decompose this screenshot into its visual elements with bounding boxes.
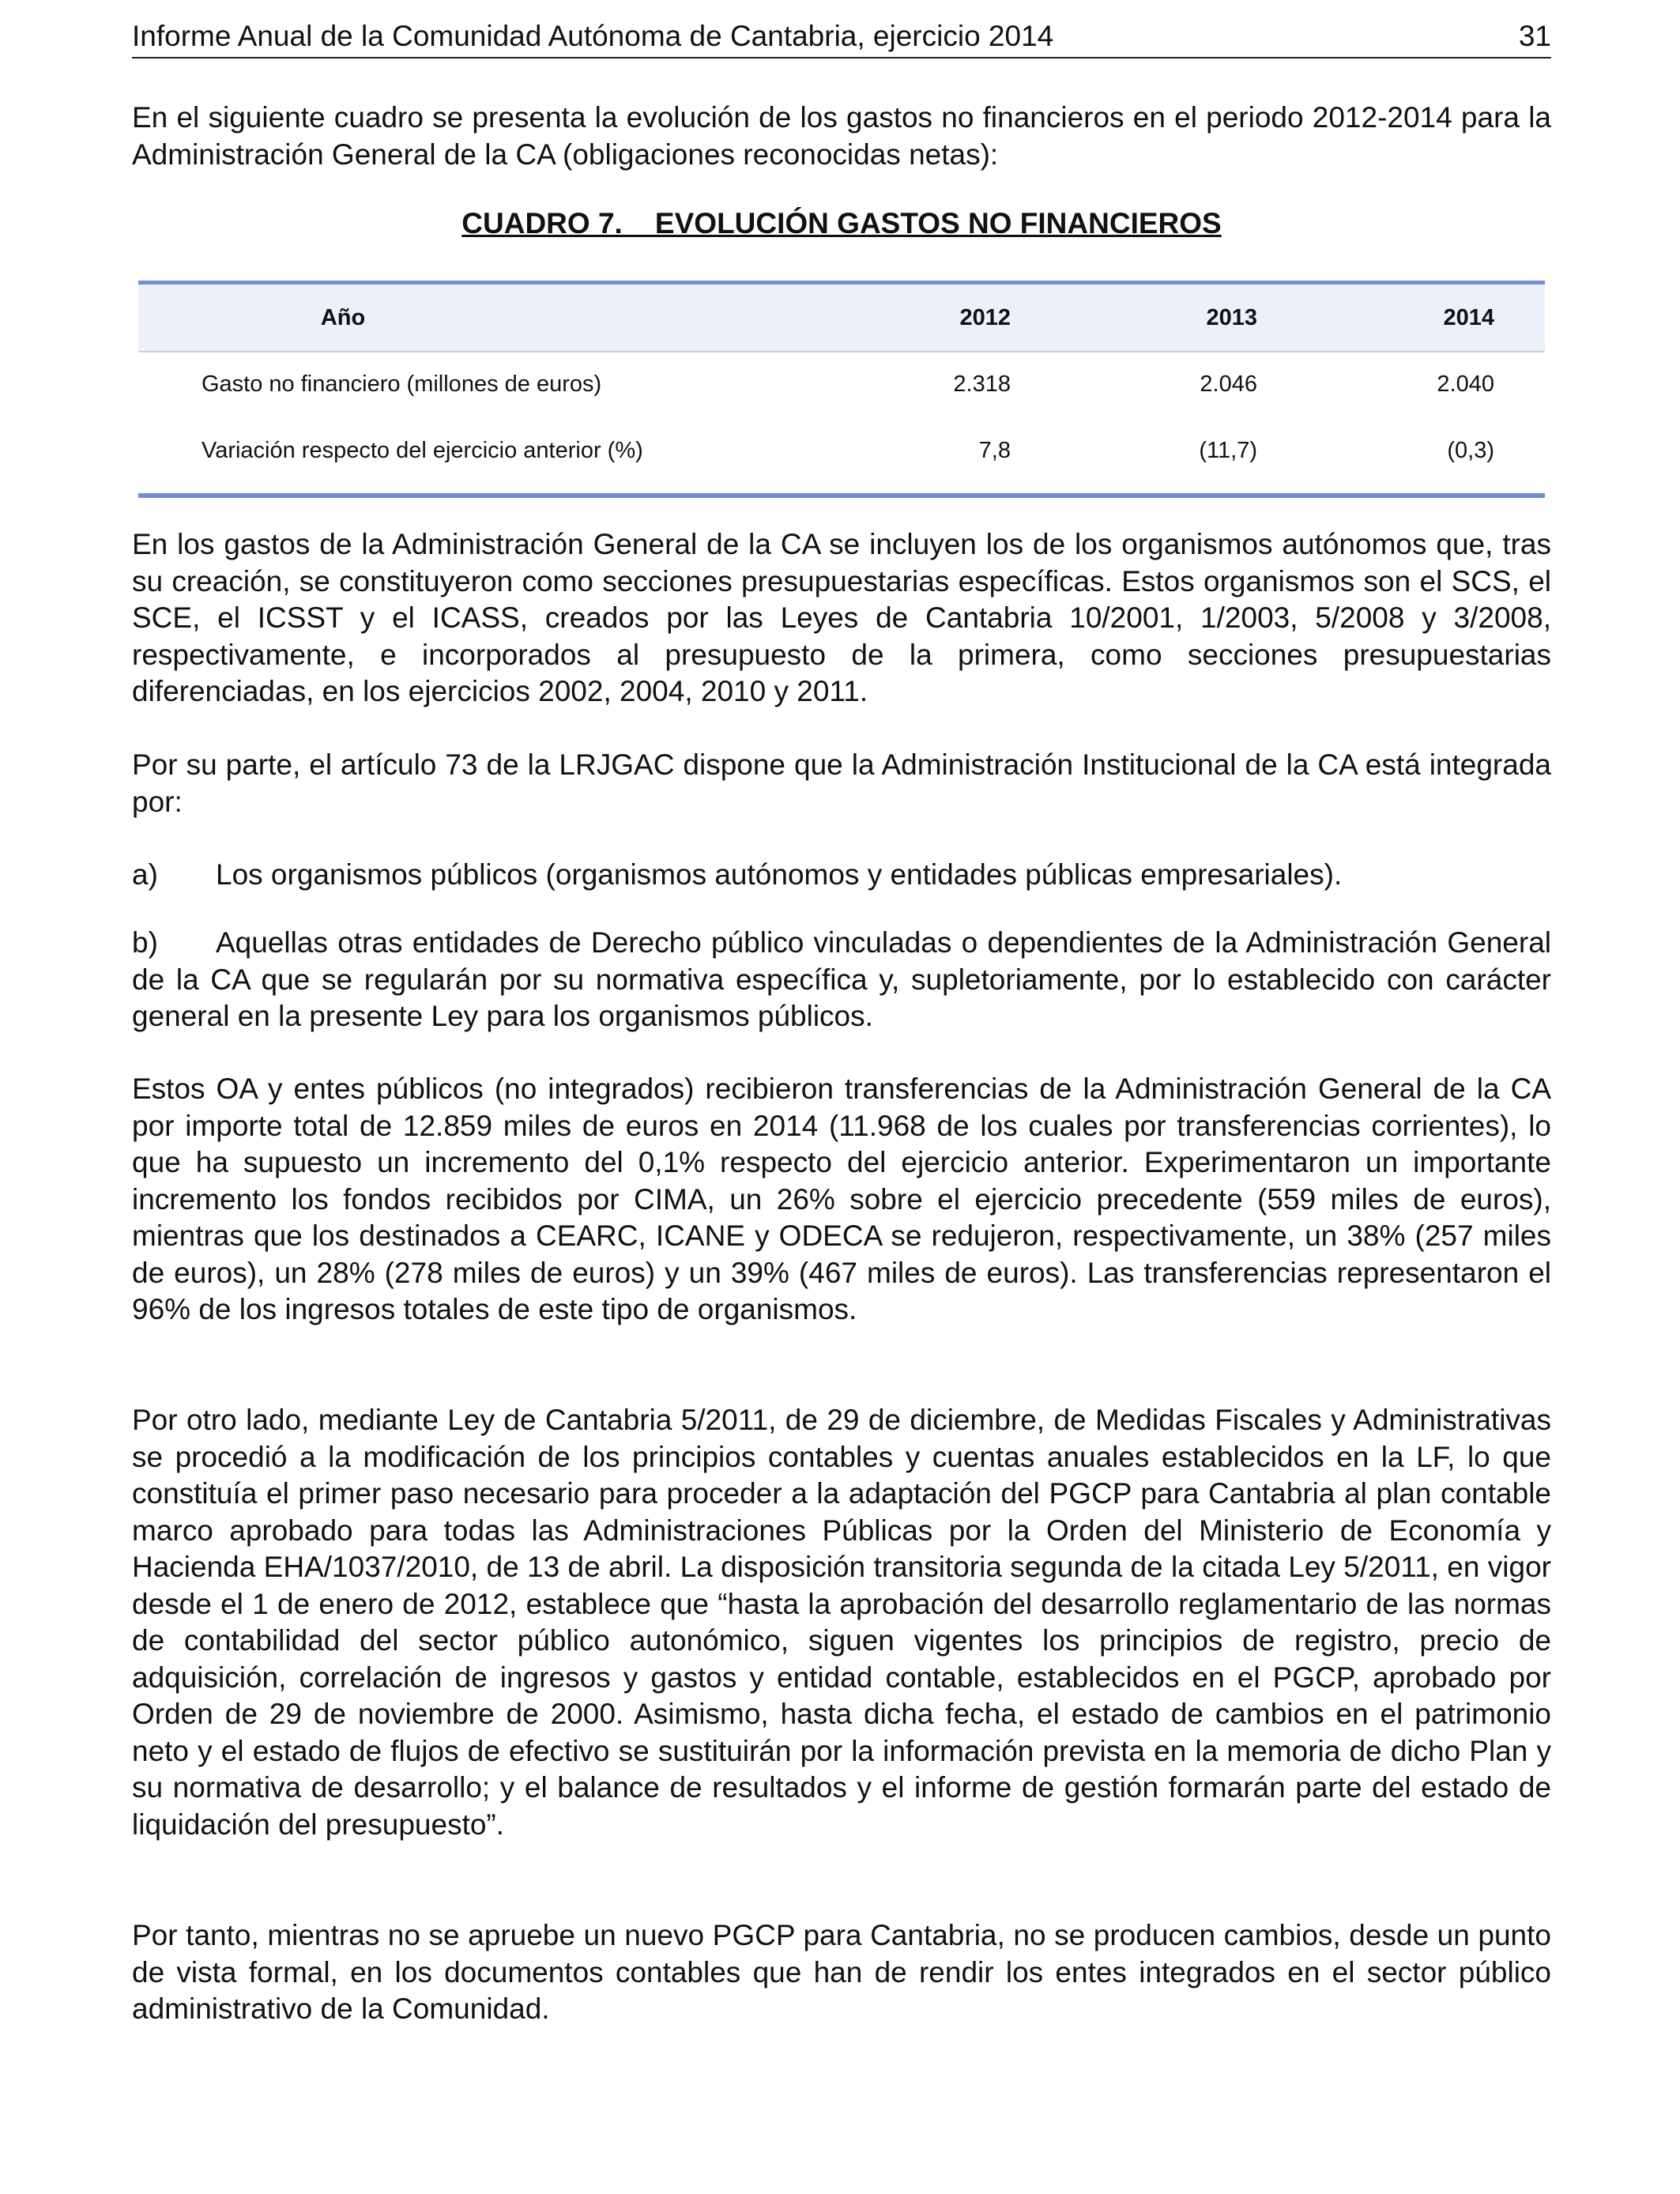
intro-paragraph: En el siguiente cuadro se presenta la evolución de los gastos no financieros en el periodo 2012-2014 para la Administración General de la CA (obligaciones reconocidas netas):: [132, 101, 1551, 171]
running-header: [132, 16, 1551, 58]
paragraph-transferencias: Estos OA y entes públicos (no integrados) recibieron transferencias de la Administración General de la CA por importe total de 12.859 miles de euros en 2014 (11.968 de los cuales por transferencias corrientes), lo que ha supuesto un incremento del 0,1% respecto del ejercicio anterior. Experimentaron un importante incremento los fondos recibidos por CIMA, un 26% sobre el ejercicio precedente (559 miles de euros), mientras que los destinados a CEARC, ICANE y ODECA se redujeron, respectivamente, un 38% (257 miles de euros), un 28% (278 miles de euros) y un 39% (467 miles de euros). Las transferencias representaron el 96% de los ingresos totales de este tipo de organismos.: [132, 1072, 1551, 1325]
cell-value: 2.046: [1200, 371, 1257, 397]
cell-value: (0,3): [1447, 438, 1494, 463]
list-marker: b): [132, 926, 158, 959]
row-label: Variación respecto del ejercicio anterior (%): [202, 438, 643, 463]
expenditure-table: [138, 281, 1545, 498]
cell-value: 2.318: [953, 371, 1011, 397]
list-item: Los organismos públicos (organismos autónomos y entidades públicas empresariales).: [216, 858, 1343, 891]
column-header-year: Año: [320, 305, 366, 330]
paragraph-lrjgac: Por su parte, el artículo 73 de la LRJGAC dispone que la Administración Institucional de la CA está integrada por:: [132, 748, 1551, 818]
report-title: Informe Anual de la Comunidad Autónoma de Cantabria, ejercicio 2014: [132, 20, 1054, 52]
cell-value: (11,7): [1199, 438, 1257, 463]
column-header-2012: 2012: [959, 305, 1011, 330]
cell-value: 2.040: [1437, 371, 1494, 397]
list-item-text: Aquellas otras entidades de Derecho público vinculadas o dependientes de la Administración General de la CA que se regularán por su normativa específica y, supletoriamente, por lo establecido con carácter general en la presente Ley para los organismos públicos.: [132, 926, 1551, 1032]
list-marker: a): [132, 858, 158, 891]
paragraph-ley-5-2011: Por otro lado, mediante Ley de Cantabria 5/2011, de 29 de diciembre, de Medidas Fiscales y Administrativas se procedió a la modificación de los principios contables y cuentas anuales establecidos en la LF, lo que constituía el primer paso necesario para proceder a la adaptación del PGCP para Cantabria al plan contable marco aprobado para todas las Administraciones Públicas por la Orden del Ministerio de Economía y Hacienda EHA/1037/2010, de 13 de abril. La disposición transitoria segunda de la citada Ley 5/2011, en vigor desde el 1 de enero de 2012, establece que “hasta la aprobación del desarrollo reglamentario de las normas de contabilidad del sector público autonómico, siguen vigentes los principios de registro, precio de adquisición, correlación de ingresos y gastos y entidad contable, establecidos en el PGCP, aprobado por Orden de 29 de noviembre de 2000. Asimismo, hasta dicha fecha, el estado de cambios en el patrimonio neto y el estado de flujos de efectivo se sustituirán por la información prevista en la memoria de dicho Plan y su normativa de desarrollo; y el balance de resultados y el informe de gestión formarán parte del estado de liquidación del presupuesto”.: [132, 1404, 1551, 1841]
column-header-2014: 2014: [1443, 305, 1494, 330]
table-header-row: [138, 285, 1545, 352]
paragraph-pgcp: Por tanto, mientras no se apruebe un nuevo PGCP para Cantabria, no se producen cambios, desde un punto de vista formal, en los documentos contables que han de rendir los entes integrados en el sector público administrativo de la Comunidad.: [132, 1919, 1551, 2025]
cell-value: 7,8: [978, 438, 1011, 463]
page-number: 31: [1518, 20, 1551, 52]
paragraph-organismos: En los gastos de la Administración General de la CA se incluyen los de los organismos autónomos que, tras su creación, se constituyeron como secciones presupuestarias específicas. Estos organismos son el SCS, el SCE, el ICSST y el ICASS, creados por las Leyes de Cantabria 10/2001, 1/2003, 5/2008 y 3/2008, respectivamente, e incorporados al presupuesto de la primera, como secciones presupuestarias diferenciadas, en los ejercicios 2002, 2004, 2010 y 2011.: [132, 528, 1551, 707]
row-label: Gasto no financiero (millones de euros): [202, 371, 602, 397]
column-header-2013: 2013: [1206, 305, 1257, 330]
list-item: [132, 925, 1551, 1035]
table-title: CUADRO 7. EVOLUCIÓN GASTOS NO FINANCIEROS: [461, 207, 1222, 239]
